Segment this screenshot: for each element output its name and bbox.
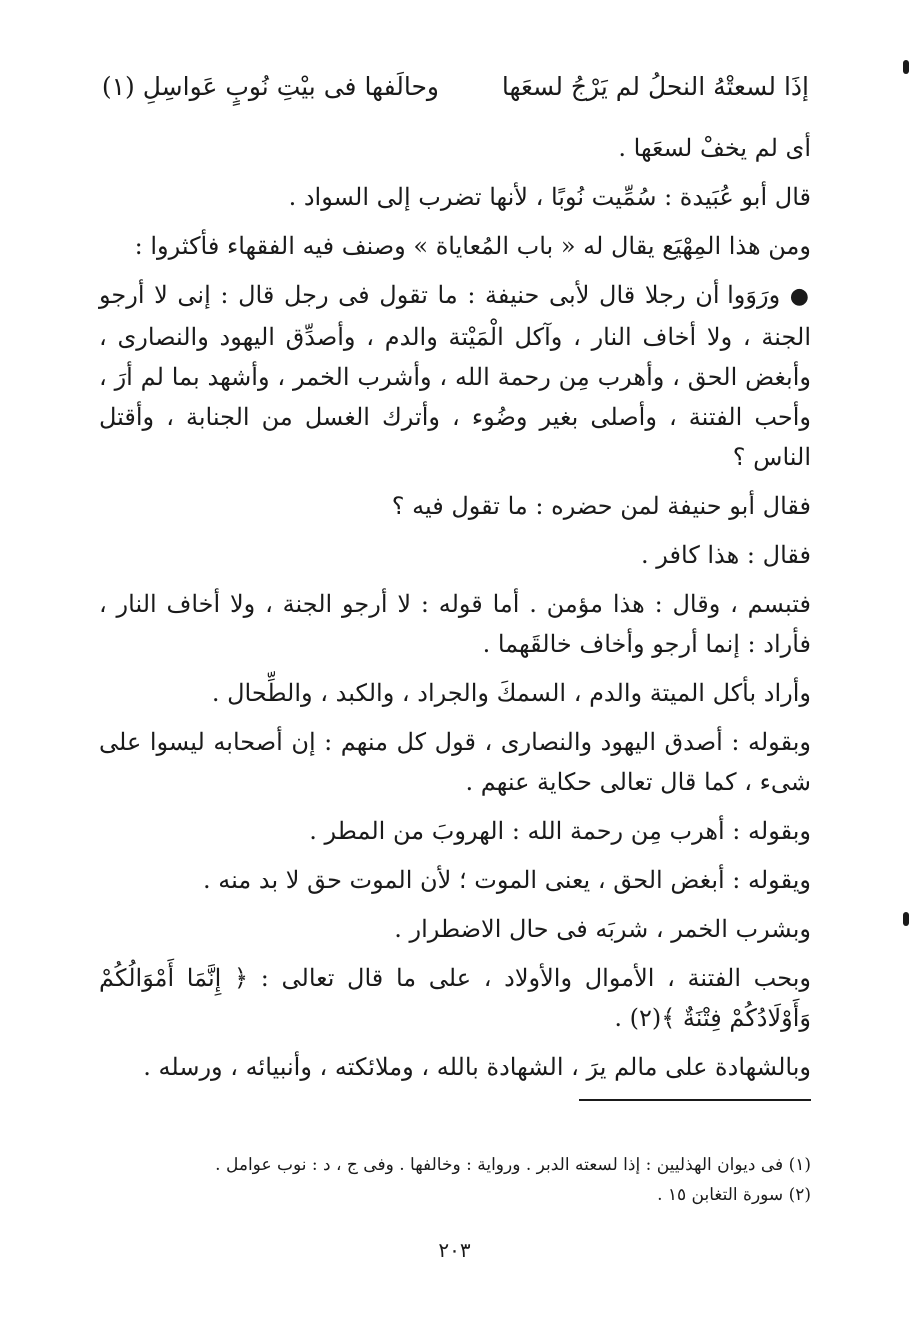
- paragraph: وبقوله : أهرب مِن رحمة الله : الهروبَ من المطر .: [309, 817, 811, 845]
- footnote-divider: [579, 1099, 811, 1101]
- paragraph: فقال : هذا كافر .: [641, 541, 811, 569]
- paragraph: فقال أبو حنيفة لمن حضره : ما تقول فيه ؟: [391, 492, 811, 520]
- paragraph: قال أبو عُبَيدة : سُمِّيت نُوبًا ، لأنها تضرب إلى السواد .: [288, 183, 811, 211]
- paragraph: وبشرب الخمر ، شربَه فى حال الاضطرار .: [394, 915, 811, 943]
- bullet-icon: ●: [789, 284, 811, 309]
- paragraph: وبقوله : أصدق اليهود والنصارى ، قول كل منهم : إن أصحابه ليسوا على شىء ، كما قال تعالى حكاية عنهم .: [99, 728, 811, 796]
- footnotes: [99, 1150, 811, 1210]
- footnote: (٢) سورة التغابن ١٥ .: [657, 1185, 811, 1205]
- verse-hemistich-first: إذَا لسعتْهُ النحلُ لم يَرْجُ لسعَها: [501, 72, 809, 101]
- paragraph: وأراد بأكل الميتة والدم ، السمكَ والجراد ، والكبد ، والطِّحال .: [211, 679, 811, 707]
- page-number: ٢٠٣: [438, 1238, 471, 1262]
- verse-hemistich-second: وحالَفها فى بيْتِ نُوبٍ عَواسِلِ (١): [101, 72, 439, 101]
- paragraph: وبحب الفتنة ، الأموال والأولاد ، على ما قال تعالى : ﴿ إِنَّمَا أَمْوَالُكُمْ وَأَوْلَادُكُمْ فِتْنَةٌ ﴾(٢) .: [99, 964, 811, 1032]
- main-text: [99, 128, 811, 1096]
- poetry-verse: [101, 72, 809, 112]
- paragraph: ومن هذا المِهْيَع يقال له « باب المُعاياة » وصنف فيه الفقهاء فأكثروا :: [134, 232, 811, 260]
- scan-edge-mark: [903, 912, 909, 926]
- paragraph-text: ورَوَوا أن رجلا قال لأبى حنيفة : ما تقول فى رجل قال : إنى لا أرجو الجنة ، ولا أخاف النار ، وآكل الْمَيْتة والدم ، وأصدِّق اليهود والنصارى ، وأبغض الحق ، وأهرب مِن رحمة الله ، وأشرب الخمر ، وأشهد بما لم أرَ ، وأحب الفتنة ، وأصلى بغير وضُوء ، وأترك الغسل من الجنابة ، وأقتل الناس ؟: [99, 281, 811, 471]
- footnote: (١) فى ديوان الهذليين : إذا لسعته الدبر . ورواية : وخالفها . وفى ج ، د : نوب عوامل .: [215, 1155, 811, 1175]
- paragraph: وبالشهادة على مالم يرَ ، الشهادة بالله ، وملائكته ، وأنبيائه ، ورسله .: [143, 1053, 811, 1081]
- paragraph: [99, 275, 811, 477]
- scan-edge-mark: [903, 60, 909, 74]
- paragraph: أى لم يخفْ لسعَها .: [618, 134, 811, 162]
- paragraph: ويقوله : أبغض الحق ، يعنى الموت ؛ لأن الموت حق لا بد منه .: [203, 866, 811, 894]
- paragraph: فتبسم ، وقال : هذا مؤمن . أما قوله : لا أرجو الجنة ، ولا أخاف النار ، فأراد : إنما أرجو وأخاف خالقَهما .: [99, 590, 811, 658]
